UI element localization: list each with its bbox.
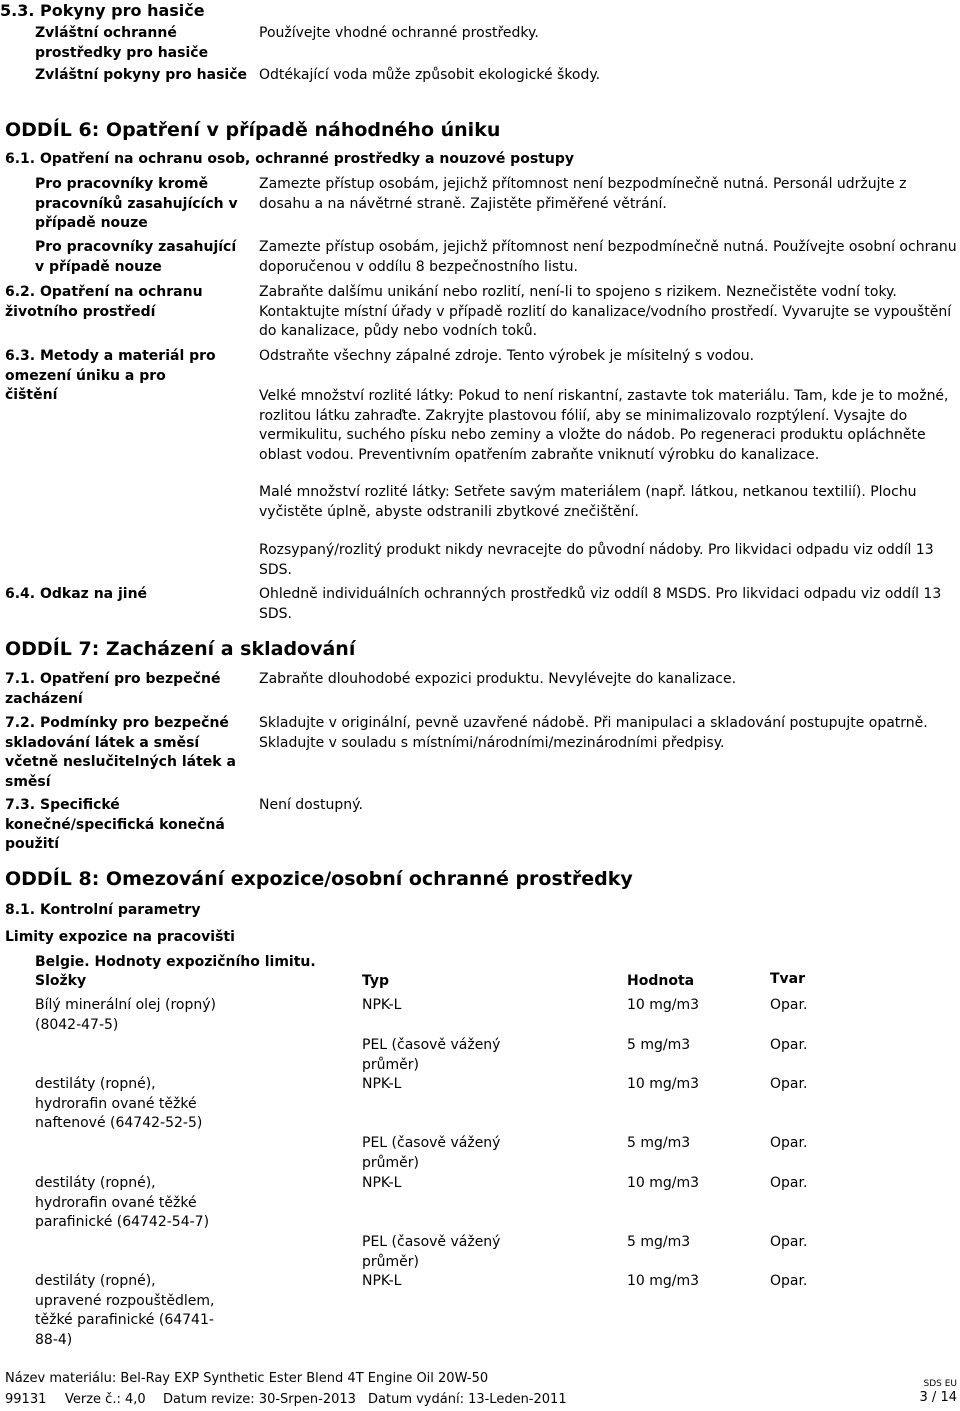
table-row-component: Bílý minerální olej (ropný) (8042-47-5)	[35, 997, 216, 1033]
section-5-3-heading: 5.3. Pokyny pro hasiče	[0, 1, 205, 20]
s53-row2-label: Zvláštní pokyny pro hasiče	[35, 67, 247, 83]
country-limits-title: Belgie. Hodnoty expozičního limitu.	[35, 954, 316, 970]
section-6-heading: ODDÍL 6: Opatření v případě náhodného úniku	[5, 119, 501, 141]
footer-material-name: Název materiálu: Bel-Ray EXP Synthetic Ester Blend 4T Engine Oil 20W-50	[5, 1371, 489, 1386]
col-header-components: Složky	[35, 973, 87, 989]
table-cell-form: Opar.	[770, 1234, 808, 1250]
footer-revision-date: Datum revize: 30-Srpen-2013	[163, 1392, 356, 1407]
col-header-value: Hodnota	[627, 973, 695, 989]
table-cell-value: 10 mg/m3	[627, 1273, 700, 1289]
table-cell-type: NPK-L	[362, 1076, 402, 1092]
table-cell-form: Opar.	[770, 1076, 808, 1092]
s73-label: 7.3. Specifické konečné/specifická konečná použití	[5, 797, 225, 852]
table-cell-type: NPK-L	[362, 1175, 402, 1191]
table-cell-type: PEL (časově vážený průměr)	[362, 1135, 501, 1171]
s62-label: 6.2. Opatření na ochranu životního prostředí	[5, 284, 203, 320]
table-cell-type: PEL (časově vážený průměr)	[362, 1037, 501, 1073]
table-cell-form: Opar.	[770, 1135, 808, 1151]
s73-text: Není dostupný.	[259, 797, 363, 813]
s53-row2-text: Odtékající voda může způsobit ekologické škody.	[259, 67, 601, 83]
footer-version: Verze č.: 4,0	[65, 1392, 146, 1407]
s63-paragraph-1: Odstraňte všechny zápalné zdroje. Tento výrobek je mísitelný s vodou.	[259, 348, 755, 364]
table-cell-type: NPK-L	[362, 1273, 402, 1289]
s72-text: Skladujte v originální, pevně uzavřené nádobě. Při manipulaci a skladování postupujte opatrně. Skladujte v souladu s místními/národními/mezinárodními předpisy.	[259, 715, 928, 751]
table-cell-value: 5 mg/m3	[627, 1037, 691, 1053]
s64-text: Ohledně individuálních ochranných prostředků viz oddíl 8 MSDS. Pro likvidaci odpadu viz oddíl 13 SDS.	[259, 586, 942, 622]
subsection-6-1-title: 6.1. Opatření na ochranu osob, ochranné prostředky a nouzové postupy	[5, 151, 574, 167]
table-cell-value: 10 mg/m3	[627, 1076, 700, 1092]
table-cell-form: Opar.	[770, 1037, 808, 1053]
s71-label: 7.1. Opatření pro bezpečné zacházení	[5, 671, 221, 707]
s63-paragraph-2: Velké množství rozlité látky: Pokud to není riskantní, zastavte tok materiálu. Tam, kde je to možné, rozlitou látku zahraďte. Zakryjte plastovou fólií, aby se minimalizovalo rozptýlení. Vysajte do vermikulitu, suchého písku nebo zeminy a vložte do nádob. Po regeneraci produktu opláchněte oblast vodou. Preventivním opatřením zabraňte vniknutí výrobku do kanalizace.	[259, 388, 949, 463]
footer-page-number: 3 / 14	[919, 1390, 957, 1405]
s72-label: 7.2. Podmínky pro bezpečné skladování látek a směsí včetně neslučitelných látek a směsí	[5, 715, 236, 790]
s63-paragraph-3: Malé množství rozlité látky: Setřete savým materiálem (např. látkou, netkanou textilií). Plochu vyčistěte úplně, abyste odstranili zbytkové znečištění.	[259, 484, 917, 520]
exposure-limits-title: Limity expozice na pracovišti	[5, 929, 235, 945]
table-cell-type: PEL (časově vážený průměr)	[362, 1234, 501, 1270]
table-cell-type: NPK-L	[362, 997, 402, 1013]
section-7-heading: ODDÍL 7: Zacházení a skladování	[5, 638, 356, 660]
s61-row2-label: Pro pracovníky zasahující v případě nouze	[35, 239, 237, 275]
subsection-8-1-title: 8.1. Kontrolní parametry	[5, 902, 201, 918]
table-row-component: destiláty (ropné), upravené rozpouštědlem, těžké parafinické (64741-88-4)	[35, 1273, 215, 1348]
s63-paragraph-4: Rozsypaný/rozlitý produkt nikdy nevracejte do původní nádoby. Pro likvidaci odpadu viz oddíl 13 SDS.	[259, 542, 934, 578]
table-row-component: destiláty (ropné), hydrorafin ované těžké parafinické (64742-54-7)	[35, 1175, 210, 1230]
s64-label: 6.4. Odkaz na jiné	[5, 586, 148, 602]
s61-row2-text: Zamezte přístup osobám, jejichž přítomnost není bezpodmínečně nutná. Používejte osobní ochranu doporučenou v oddílu 8 bezpečnostního listu.	[259, 239, 957, 275]
table-cell-form: Opar.	[770, 1175, 808, 1191]
table-row-component: destiláty (ropné), hydrorafin ované těžké naftenové (64742-52-5)	[35, 1076, 203, 1131]
footer-product-code: 99131	[5, 1392, 47, 1407]
section-8-heading: ODDÍL 8: Omezování expozice/osobní ochranné prostředky	[5, 868, 633, 890]
s62-text: Zabraňte dalšímu unikání nebo rozlití, není-li to spojeno s rizikem. Neznečistěte vodní toky. Kontaktujte místní úřady v případě rozlití do kanalizace/vodního prostředí. Vyvarujte se vypouštění do kanalizace, půdy nebo vodních toků.	[259, 284, 952, 339]
table-cell-value: 10 mg/m3	[627, 997, 700, 1013]
table-cell-value: 5 mg/m3	[627, 1234, 691, 1250]
table-cell-form: Opar.	[770, 997, 808, 1013]
s63-label: 6.3. Metody a materiál pro omezení úniku a pro čištění	[5, 348, 216, 403]
table-cell-value: 5 mg/m3	[627, 1135, 691, 1151]
s61-row1-text: Zamezte přístup osobám, jejichž přítomnost není bezpodmínečně nutná. Personál udržujte z dosahu a na návětrné straně. Zajistěte přiměřené větrání.	[259, 176, 907, 212]
footer-issue-date: Datum vydání: 13-Leden-2011	[368, 1392, 567, 1407]
col-header-type: Typ	[362, 973, 390, 989]
s53-row1-label: Zvláštní ochranné prostředky pro hasiče	[35, 25, 209, 61]
footer-sds-eu: SDS EU	[923, 1379, 957, 1389]
s71-text: Zabraňte dlouhodobé expozici produktu. Nevylévejte do kanalizace.	[259, 671, 737, 687]
table-cell-form: Opar.	[770, 1273, 808, 1289]
table-cell-value: 10 mg/m3	[627, 1175, 700, 1191]
s61-row1-label: Pro pracovníky kromě pracovníků zasahujících v případě nouze	[35, 176, 238, 231]
col-header-form: Tvar	[770, 971, 806, 987]
s53-row1-text: Používejte vhodné ochranné prostředky.	[259, 25, 539, 41]
